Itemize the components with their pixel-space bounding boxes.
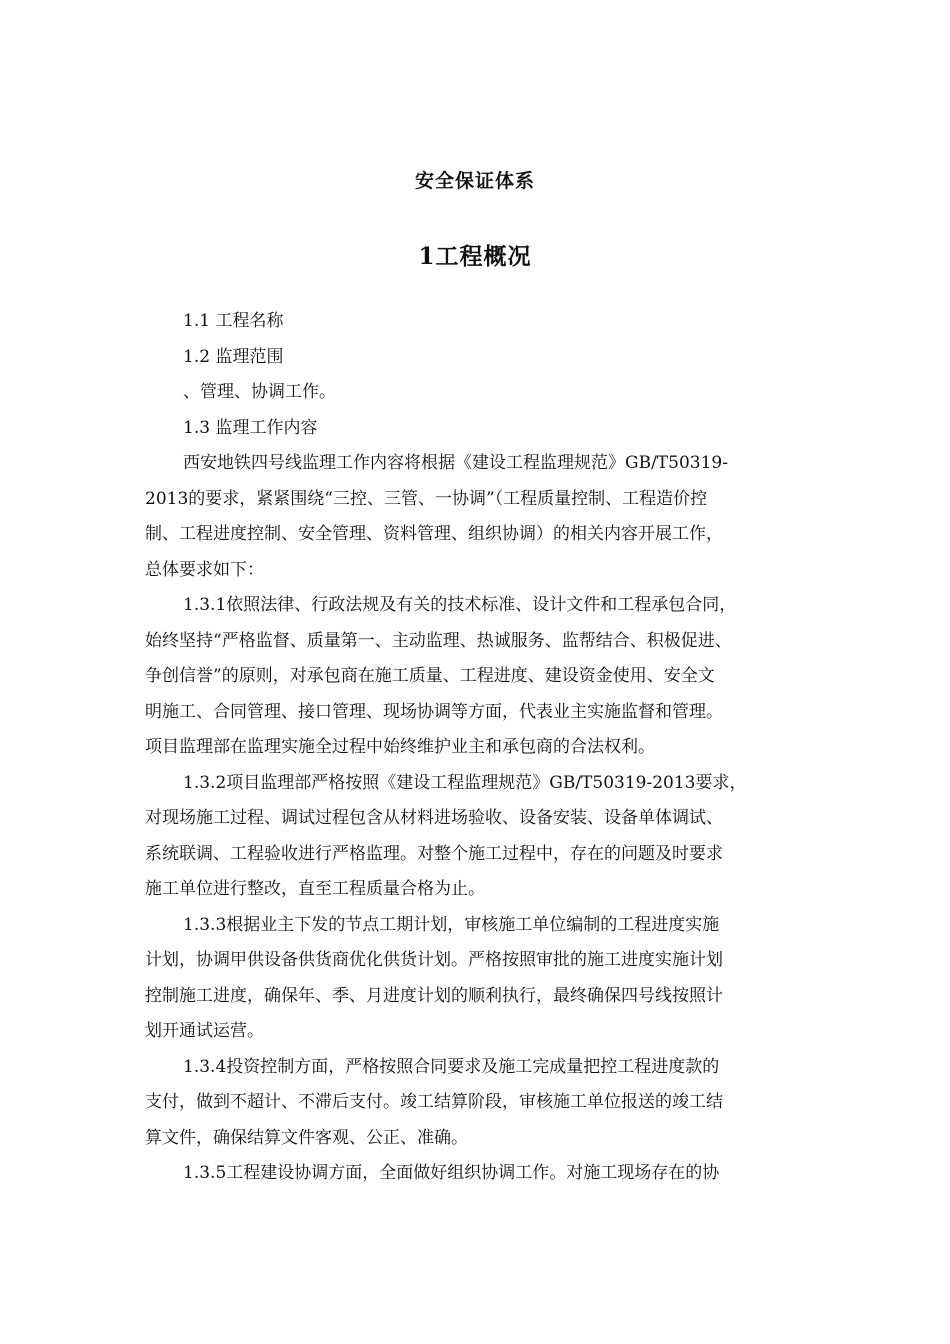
text-line: 1.2 监理范围 — [183, 346, 284, 367]
text-line: 争创信誉”的原则，对承包商在施工质量、工程进度、建设资金使用、安全文 — [145, 666, 715, 686]
text-line: 项目监理部在监理实施全过程中始终维护业主和承包商的合法权利。 — [145, 737, 655, 757]
text-line: 系统联调、工程验收进行严格监理。对整个施工过程中，存在的问题及时要求 — [145, 843, 723, 864]
document-title: 安全保证体系 — [414, 170, 535, 192]
text-line: 对现场施工过程、调试过程包含从材料进场验收、设备安装、设备单体调试、 — [145, 808, 723, 828]
text-line: 划开通试运营。 — [145, 1021, 264, 1041]
text-line: 1.3.1依照法律、行政法规及有关的技术标准、设计文件和工程承包合同， — [183, 595, 737, 615]
text-line: 1.3.4投资控制方面，严格按照合同要求及施工完成量把控工程进度款的 — [183, 1056, 720, 1077]
text-line: 总体要求如下： — [145, 559, 264, 580]
text-line: 1.1 工程名称 — [183, 311, 284, 331]
text-line: 1.3.2项目监理部严格按照《建设工程监理规范》GB/T50319-2013要求， — [183, 772, 747, 793]
text-line: 支付，做到不超计、不滞后支付。竣工结算阶段，审核施工单位报送的竣工结 — [145, 1092, 723, 1112]
document-body — [145, 304, 835, 1192]
text-line: 制、工程进度控制、安全管理、资料管理、组织协调）的相关内容开展工作， — [145, 524, 723, 544]
text-line: 计划，协调甲供设备供货商优化供货计划。严格按照审批的施工进度实施计划 — [145, 950, 723, 970]
text-line: 1.3.3根据业主下发的节点工期计划，审核施工单位编制的工程进度实施 — [183, 914, 720, 935]
text-line: 西安地铁四号线监理工作内容将根据《建设工程监理规范》GB/T50319- — [183, 453, 728, 473]
text-line: 1.3 监理工作内容 — [183, 417, 318, 438]
text-line: 始终坚持“严格监督、质量第一、主动监理、热诚服务、监帮结合、积极促进、 — [145, 630, 732, 651]
text-line: 1.3.5工程建设协调方面，全面做好组织协调工作。对施工现场存在的协 — [183, 1163, 720, 1183]
text-line: 施工单位进行整改，直至工程质量合格为止。 — [145, 879, 485, 899]
text-line: 算文件，确保结算文件客观、公正、准确。 — [145, 1127, 468, 1148]
text-line: 控制施工进度，确保年、季、月进度计划的顺利执行，最终确保四号线按照计 — [145, 985, 723, 1006]
chapter-title: 1工程概况 — [418, 243, 532, 270]
text-line: 明施工、合同管理、接口管理、现场协调等方面，代表业主实施监督和管理。 — [145, 701, 723, 722]
text-line: 2013的要求，紧紧围绕“三控、三管、一协调”（工程质量控制、工程造价控 — [145, 488, 708, 509]
text-line: 、管理、协调工作。 — [183, 382, 336, 402]
